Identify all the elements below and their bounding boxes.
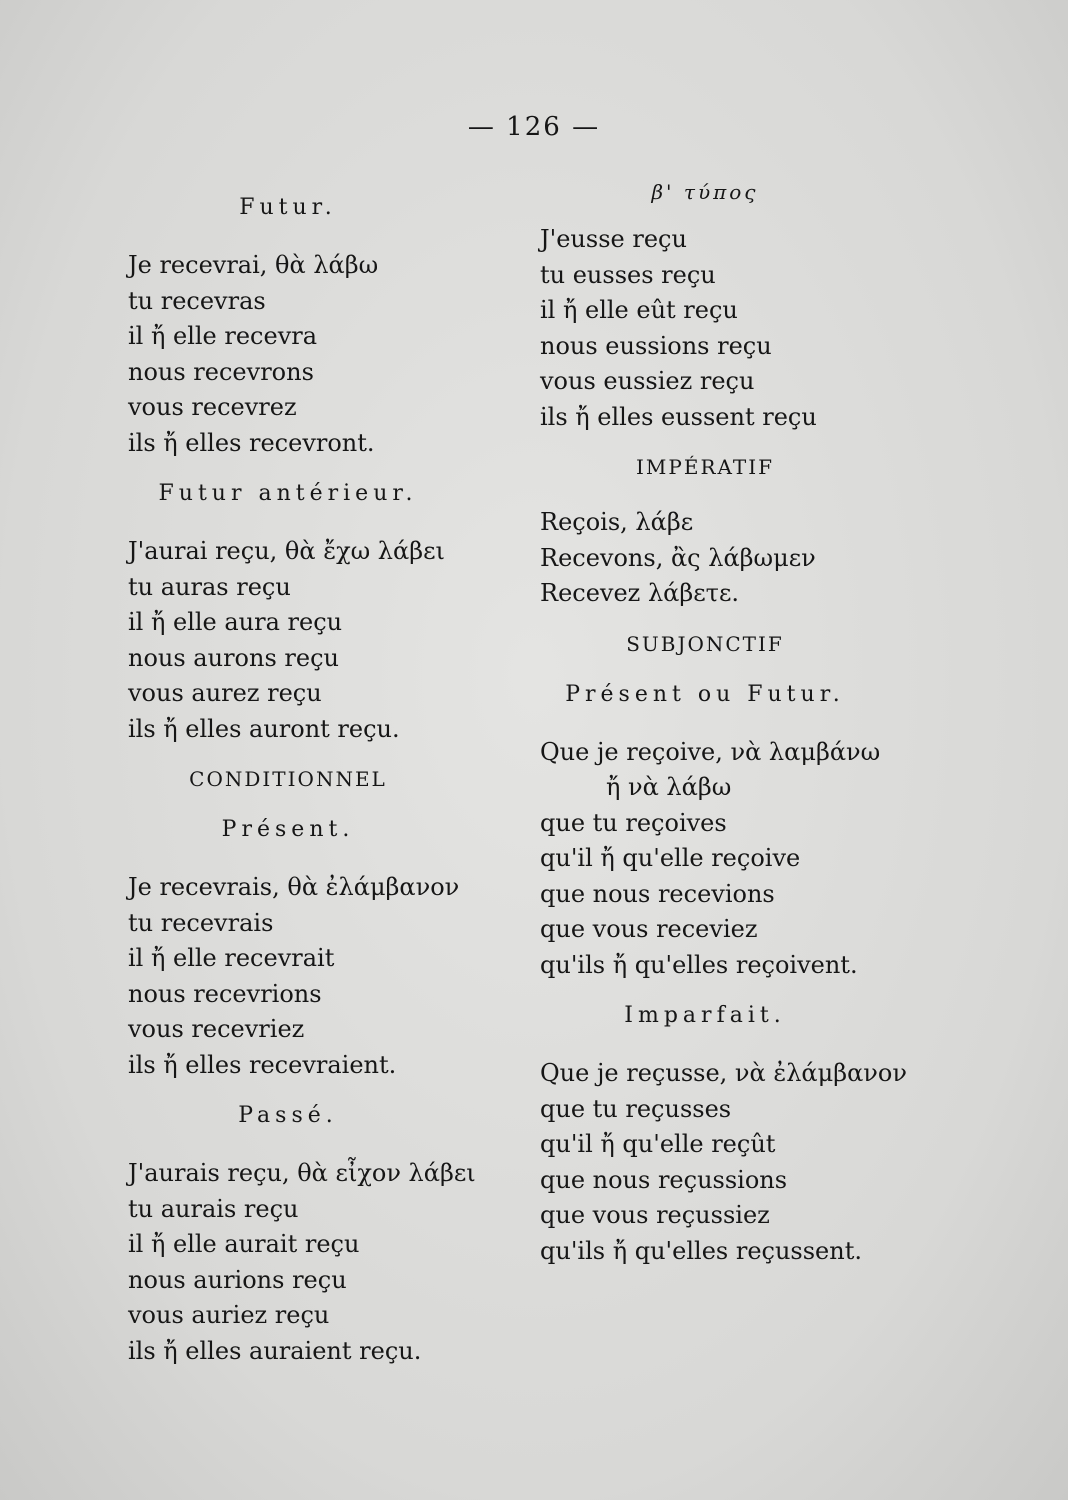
conjugation-line: il ἤ elle recevra [128, 322, 318, 350]
conjugation-line: J'aurai reçu, θὰ ἔχω λάβει [128, 537, 445, 565]
conjugation-line: Reçois, λάβε [540, 508, 694, 536]
conjugation-line: vous eussiez reçu [540, 367, 755, 395]
conjugation-line: qu'ils ἤ qu'elles reçussent. [540, 1236, 862, 1265]
conjugation-line: Que je reçusse, νὰ ἐλάμβανον [540, 1059, 907, 1087]
conjugation-line: ils ἤ elles recevraient. [128, 1050, 397, 1079]
section-present [128, 817, 548, 1083]
conjugation-line: que tu reçoives [540, 808, 727, 837]
conjugation-line: Je recevrai, θὰ λάβω [128, 251, 379, 279]
conjugation-line: tu recevrais [128, 908, 274, 937]
conjugation-line: J'eusse reçu [540, 225, 687, 253]
conjugation-line: nous recevrions [128, 979, 322, 1008]
conjugation-line: il ἤ elle aura reçu [128, 608, 343, 636]
conjugation-futur [128, 248, 548, 461]
conjugation-line: ils ἤ elles auraient reçu. [128, 1336, 422, 1365]
conjugation-line: vous recevrez [128, 393, 297, 421]
conjugation-line: qu'il ἤ qu'elle reçoive [540, 844, 801, 872]
heading-present-ou-futur: Présent ou Futur. [565, 681, 845, 707]
heading-imperatif: IMPÉRATIF [636, 455, 774, 479]
conjugation-line: Que je reçoive, νὰ λαμβάνω [540, 737, 881, 766]
section-futur [128, 195, 548, 461]
conjugation-line: qu'ils ἤ qu'elles reçoivent. [540, 950, 858, 979]
heading-beta-typos: β' τύπος [651, 180, 759, 204]
conjugation-line: vous auriez reçu [128, 1301, 330, 1329]
heading-conditionnel: CONDITIONNEL [189, 767, 387, 791]
conjugation-line: J'aurais reçu, θὰ εἶχον λάβει [128, 1159, 476, 1187]
conjugation-line: tu aurais reçu [128, 1194, 299, 1223]
conjugation-line: que nous reçussions [540, 1165, 788, 1194]
conjugation-line: que vous receviez [540, 915, 758, 943]
conjugation-imperatif [540, 505, 960, 612]
conjugation-imparfait [540, 1056, 960, 1269]
right-column [540, 180, 960, 1269]
conjugation-line: Recevons, ἂς λάβωμεν [540, 543, 816, 572]
conjugation-present-ou-futur [540, 735, 960, 984]
conjugation-line: nous aurions reçu [128, 1265, 347, 1294]
conjugation-line: qu'il ἤ qu'elle reçût [540, 1130, 776, 1158]
section-imparfait [540, 1003, 960, 1269]
section-present-ou-futur [540, 682, 960, 984]
conjugation-line: que tu reçusses [540, 1094, 732, 1123]
heading-passe: Passé. [238, 1103, 338, 1128]
conjugation-futur-anterieur [128, 534, 548, 747]
heading-present: Présent. [221, 817, 355, 842]
section-passe [128, 1103, 548, 1369]
conjugation-line: ils ἤ elles auront reçu. [128, 714, 400, 743]
conjugation-line: Je recevrais, θὰ ἐλάμβανον [128, 873, 460, 901]
conjugation-line: tu recevras [128, 286, 266, 315]
conjugation-line: tu auras reçu [128, 572, 291, 601]
conjugation-line: vous recevriez [128, 1015, 305, 1043]
heading-futur: Futur. [239, 195, 337, 220]
conjugation-line: ils ἤ elles recevront. [128, 428, 375, 457]
conjugation-beta-typos [540, 222, 960, 435]
conjugation-line: ἤ νὰ λάβω [606, 773, 732, 801]
conjugation-line: il ἤ elle recevrait [128, 944, 335, 972]
page-number: — 126 — [467, 112, 601, 142]
heading-subjonctif: SUBJONCTIF [626, 631, 784, 656]
heading-futur-anterieur: Futur antérieur. [158, 481, 418, 506]
conjugation-line: vous aurez reçu [128, 679, 322, 707]
conjugation-present [128, 870, 548, 1083]
conjugation-line: que vous reçussiez [540, 1201, 770, 1229]
conjugation-line: ils ἤ elles eussent reçu [540, 402, 817, 431]
section-futur-anterieur [128, 481, 548, 747]
conjugation-line: tu eusses reçu [540, 260, 716, 289]
conjugation-line: que nous recevions [540, 879, 775, 908]
conjugation-line: il ἤ elle eût reçu [540, 296, 738, 324]
section-imperatif [540, 455, 960, 612]
heading-imparfait: Imparfait. [624, 1003, 786, 1028]
conjugation-line: Recevez λάβετε. [540, 579, 740, 607]
left-column [128, 195, 548, 1369]
conjugation-line: nous recevrons [128, 357, 314, 386]
conjugation-line: nous eussions reçu [540, 331, 772, 360]
conjugation-line: il ἤ elle aurait reçu [128, 1230, 360, 1258]
conjugation-passe [128, 1156, 548, 1369]
conjugation-line: nous aurons reçu [128, 643, 339, 672]
section-beta-typos [540, 180, 960, 435]
